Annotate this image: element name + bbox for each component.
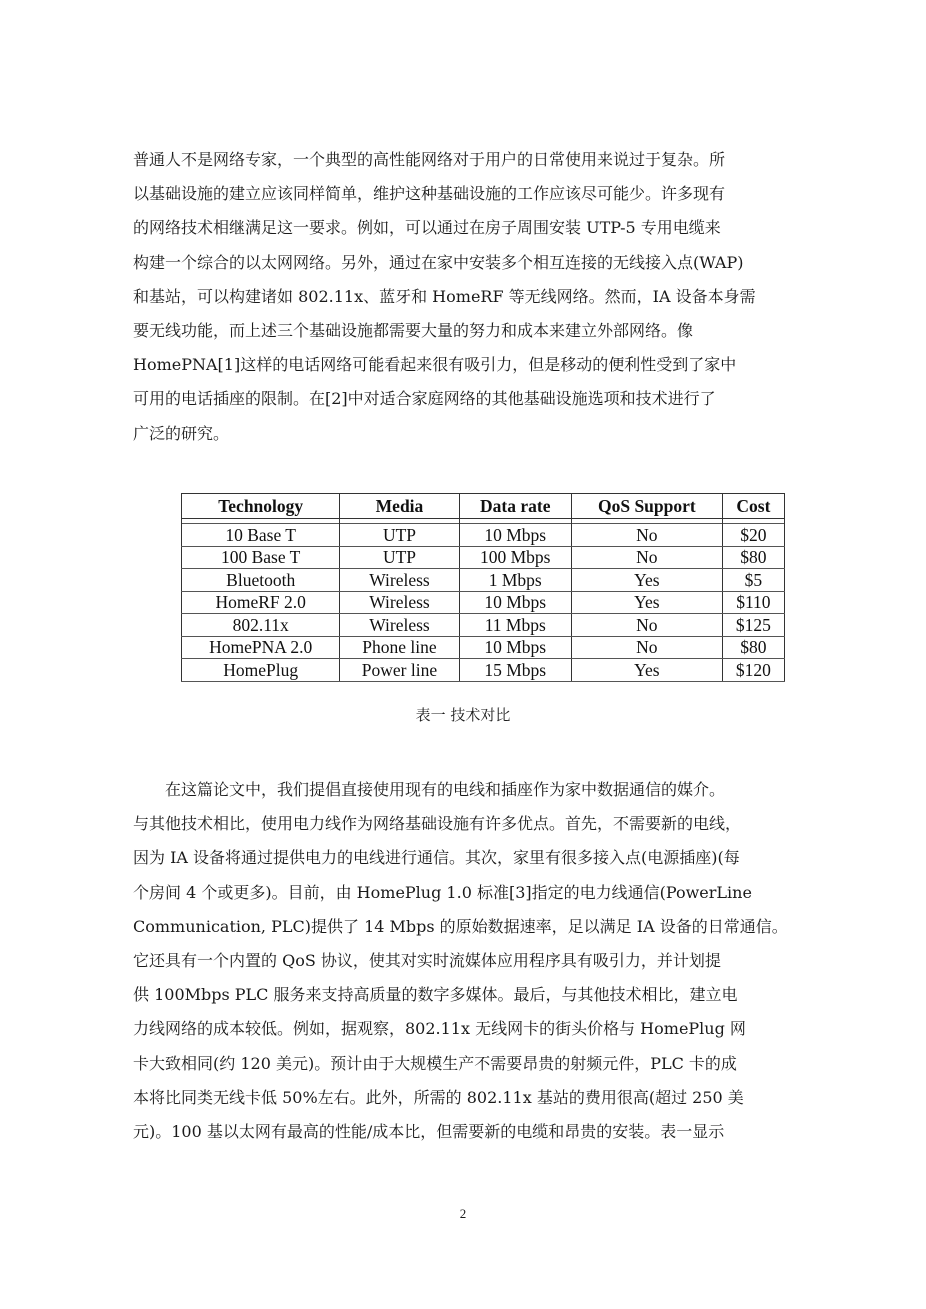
cell-technology: HomeRF 2.0 [182,591,340,614]
cell-data-rate: 1 Mbps [459,569,571,592]
text-line: 广泛的研究。 [133,423,230,443]
cell-cost: $125 [722,614,784,637]
cell-cost: $20 [722,524,784,547]
text-line: 本将比同类无线卡低 50%左右。此外，所需的 802.11x 基站的费用很高(超过 250 美 [133,1087,744,1107]
cell-media: UTP [340,546,459,569]
text-line: 的网络技术相继满足这一要求。例如，可以通过在房子周围安装 UTP-5 专用电缆来 [133,218,721,238]
cell-media: Wireless [340,614,459,637]
text-line: 供 100Mbps PLC 服务来支持高质量的数字多媒体。最后，与其他技术相比，建立电 [133,985,738,1005]
cell-data-rate: 11 Mbps [459,614,571,637]
cell-qos: No [571,546,722,569]
cell-technology: 802.11x [182,614,340,637]
text-line: 和基站，可以构建诸如 802.11x、蓝牙和 HomeRF 等无线网络。然而，IA 设备本身需 [133,286,756,306]
header-data-rate: Data rate [459,494,571,519]
header-media: Media [340,494,459,519]
text-line: 力线网络的成本较低。例如，据观察，802.11x 无线网卡的街头价格与 HomePlug 网 [133,1019,746,1039]
page-number: 2 [459,1206,467,1221]
cell-qos: Yes [571,569,722,592]
cell-qos: Yes [571,659,722,682]
cell-cost: $80 [722,636,784,659]
table-row [182,614,785,637]
text-line: 构建一个综合的以太网网络。另外，通过在家中安装多个相互连接的无线接入点(WAP) [133,252,744,272]
cell-media: Phone line [340,636,459,659]
header-qos-support: QoS Support [571,494,722,519]
cell-technology: 10 Base T [182,524,340,547]
cell-qos: No [571,524,722,547]
technology-comparison-table [181,493,785,682]
header-cost: Cost [722,494,784,519]
paragraph-intro [133,143,823,451]
table-row [182,546,785,569]
text-line: 元)。100 基以太网有最高的性能/成本比，但需要新的电缆和昂贵的安装。表一显示 [133,1121,725,1141]
text-line: 在这篇论文中，我们提倡直接使用现有的电线和插座作为家中数据通信的媒介。 [133,780,726,799]
text-line: 要无线功能，而上述三个基础设施都需要大量的努力和成本来建立外部网络。像 [133,320,694,340]
text-line: 与其他技术相比，使用电力线作为网络基础设施有许多优点。首先，不需要新的电线， [133,814,742,834]
text-line: Communication, PLC)提供了 14 Mbps 的原始数据速率，足以满足 IA 设备的日常通信。 [133,916,788,936]
text-line: 普通人不是网络专家，一个典型的高性能网络对于用户的日常使用来说过于复杂。所 [133,150,726,169]
text-line: 它还具有一个内置的 QoS 协议，使其对实时流媒体应用程序具有吸引力，并计划提 [133,950,721,970]
table-row [182,524,785,547]
cell-technology: HomePlug [182,659,340,682]
cell-media: UTP [340,524,459,547]
cell-media: Power line [340,659,459,682]
cell-data-rate: 10 Mbps [459,591,571,614]
cell-cost: $120 [722,659,784,682]
cell-media: Wireless [340,569,459,592]
cell-technology: HomePNA 2.0 [182,636,340,659]
cell-qos: No [571,636,722,659]
paragraph-body [133,773,823,1149]
table-row [182,569,785,592]
text-line: HomePNA[1]这样的电话网络可能看起来很有吸引力，但是移动的便利性受到了家中 [133,355,737,375]
cell-technology: Bluetooth [182,569,340,592]
cell-cost: $110 [722,591,784,614]
comparison-table [181,493,785,682]
text-line: 卡大致相同(约 120 美元)。预计由于大规模生产不需要昂贵的射频元件，PLC 卡的成 [133,1053,737,1073]
text-line: 以基础设施的建立应该同样简单，维护这种基础设施的工作应该尽可能少。许多现有 [133,184,726,204]
table-caption: 表一 技术对比 [415,706,511,724]
header-technology: Technology [182,494,340,519]
table-row [182,659,785,682]
table-row [182,636,785,659]
cell-qos: Yes [571,591,722,614]
cell-data-rate: 10 Mbps [459,524,571,547]
cell-qos: No [571,614,722,637]
cell-media: Wireless [340,591,459,614]
table-header-row [182,494,785,519]
cell-data-rate: 100 Mbps [459,546,571,569]
cell-cost: $5 [722,569,784,592]
table-row [182,591,785,614]
text-line: 个房间 4 个或更多)。目前，由 HomePlug 1.0 标准[3]指定的电力线通信(PowerLine [133,882,752,902]
text-line: 可用的电话插座的限制。在[2]中对适合家庭网络的其他基础设施选项和技术进行了 [133,389,716,409]
cell-cost: $80 [722,546,784,569]
text-line: 因为 IA 设备将通过提供电力的电线进行通信。其次，家里有很多接入点(电源插座)(每 [133,848,740,868]
cell-data-rate: 15 Mbps [459,659,571,682]
cell-data-rate: 10 Mbps [459,636,571,659]
cell-technology: 100 Base T [182,546,340,569]
